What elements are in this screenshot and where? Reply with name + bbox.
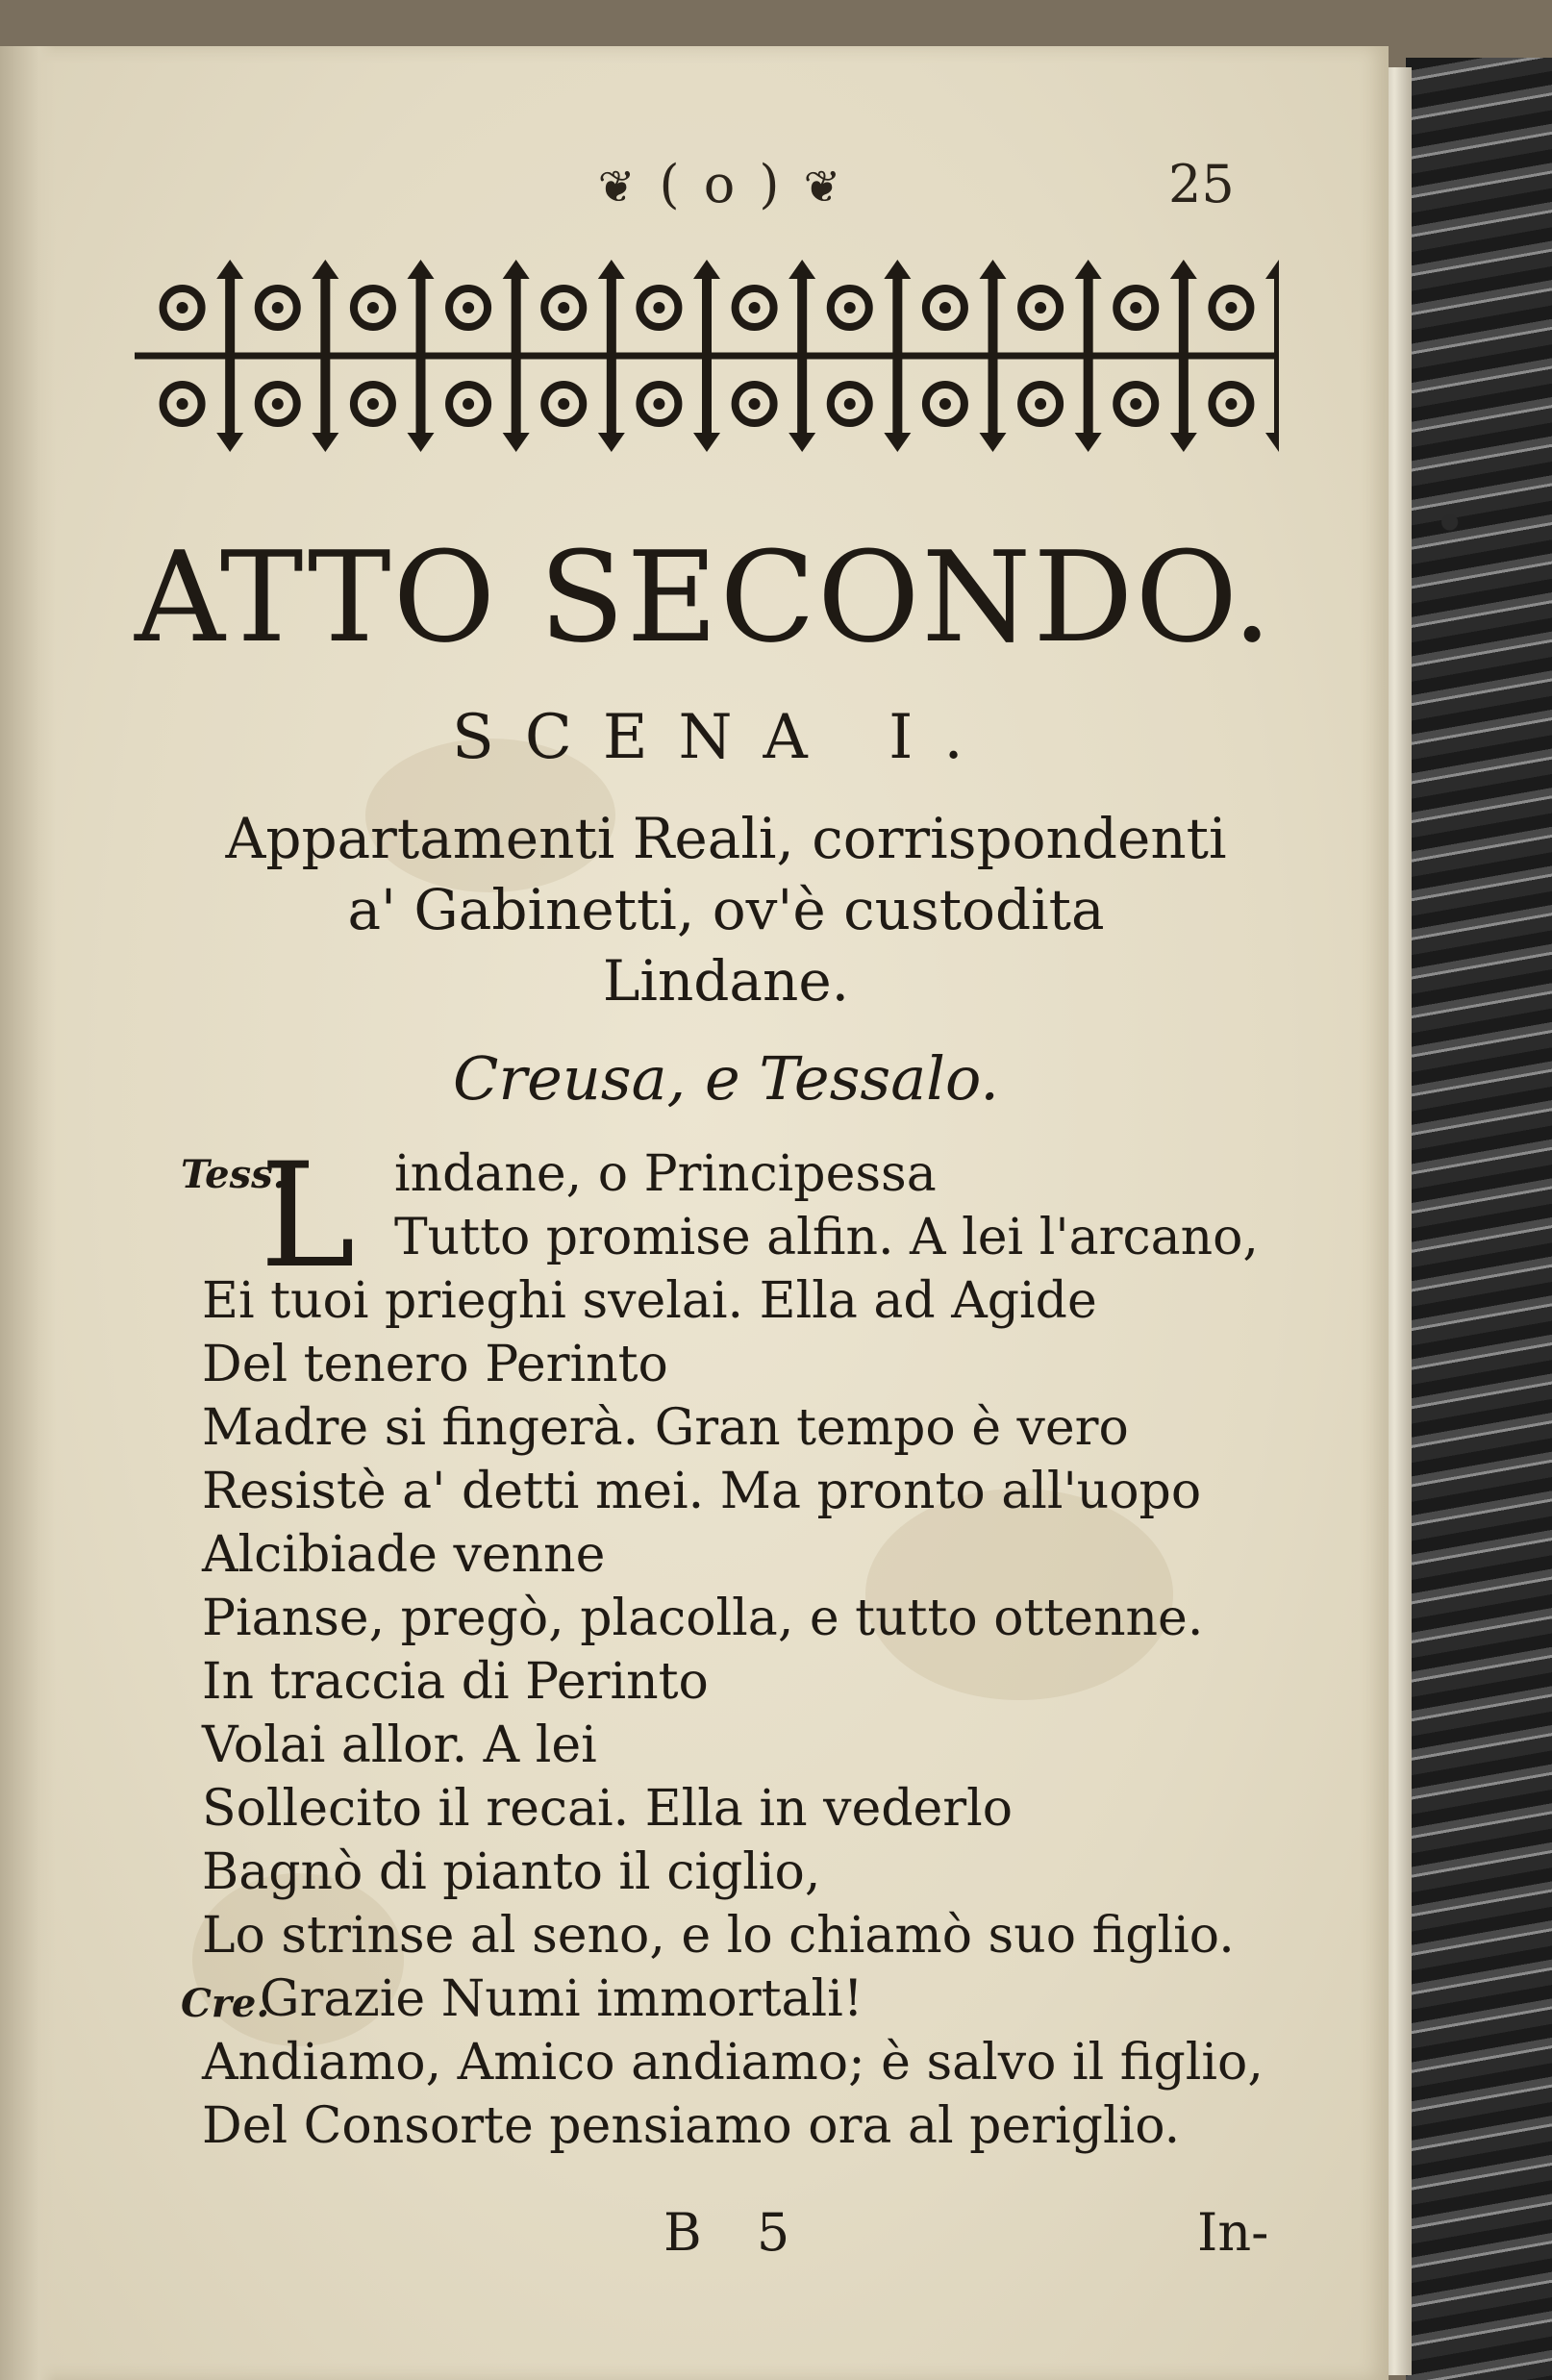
- catchword: In-: [1197, 2202, 1269, 2263]
- characters-present: Creusa, e Tessalo.: [453, 1043, 999, 1114]
- verse-line: Volai allor. A lei: [202, 1716, 597, 1774]
- drop-cap: L: [260, 1133, 356, 1300]
- speaker-creusa: Cre.: [181, 1981, 270, 2026]
- setting-line: Lindane.: [602, 948, 850, 1014]
- setting-line: a' Gabinetti, ov'è custodita: [347, 877, 1105, 942]
- verse-line: Andiamo, Amico andiamo; è salvo il figlio,: [202, 2034, 1264, 2092]
- running-head-text: ( o ): [659, 154, 784, 214]
- scene-title: SCENA I.: [452, 702, 994, 773]
- verse-line: Del Consorte pensiamo ora al periglio.: [202, 2097, 1181, 2155]
- ornamental-headpiece-icon: [135, 260, 1279, 452]
- fleuron-right-icon: ❦: [803, 161, 845, 213]
- verse-line: Grazie Numi immortali!: [260, 1970, 864, 2028]
- verse-line: indane, o Principessa: [394, 1145, 937, 1203]
- running-head: [519, 154, 923, 214]
- verse-line: Lo strinse al seno, e lo chiamò suo figlio.: [202, 1907, 1235, 1965]
- verse-line: Tutto promise alfin. A lei l'arcano,: [394, 1209, 1259, 1266]
- fleuron-left-icon: ❦: [597, 161, 639, 213]
- speaker-tessalo: Tess.: [181, 1152, 287, 1197]
- setting-line: Appartamenti Reali, corrispondenti: [225, 806, 1227, 871]
- act-title: ATTO SECONDO.: [135, 524, 1274, 670]
- verse-line: Bagnò di pianto il ciglio,: [202, 1843, 821, 1901]
- verse-line: Del tenero Perinto: [202, 1336, 668, 1393]
- page-header: [0, 144, 1389, 231]
- book-binding: [1406, 58, 1552, 2380]
- verse-line: Pianse, pregò, placolla, e tutto ottenne.: [202, 1590, 1204, 1647]
- verse-line: Resistè a' detti mei. Ma pronto all'uopo: [202, 1463, 1202, 1520]
- verse-line: Madre si fingerà. Gran tempo è vero: [202, 1399, 1129, 1457]
- page-number: 25: [1168, 154, 1235, 214]
- scene-setting: [135, 803, 1317, 1016]
- page-gutter: [0, 46, 56, 2380]
- page-footer: [0, 2202, 1389, 2269]
- verse-line: Sollecito il recai. Ella in vederlo: [202, 1780, 1014, 1838]
- verse-line: In traccia di Perinto: [202, 1653, 709, 1711]
- verse-line: Ei tuoi prieghi svelai. Ella ad Agide: [202, 1272, 1097, 1330]
- verse-line: Alcibiade venne: [202, 1526, 606, 1584]
- signature-mark: B 5: [663, 2202, 810, 2263]
